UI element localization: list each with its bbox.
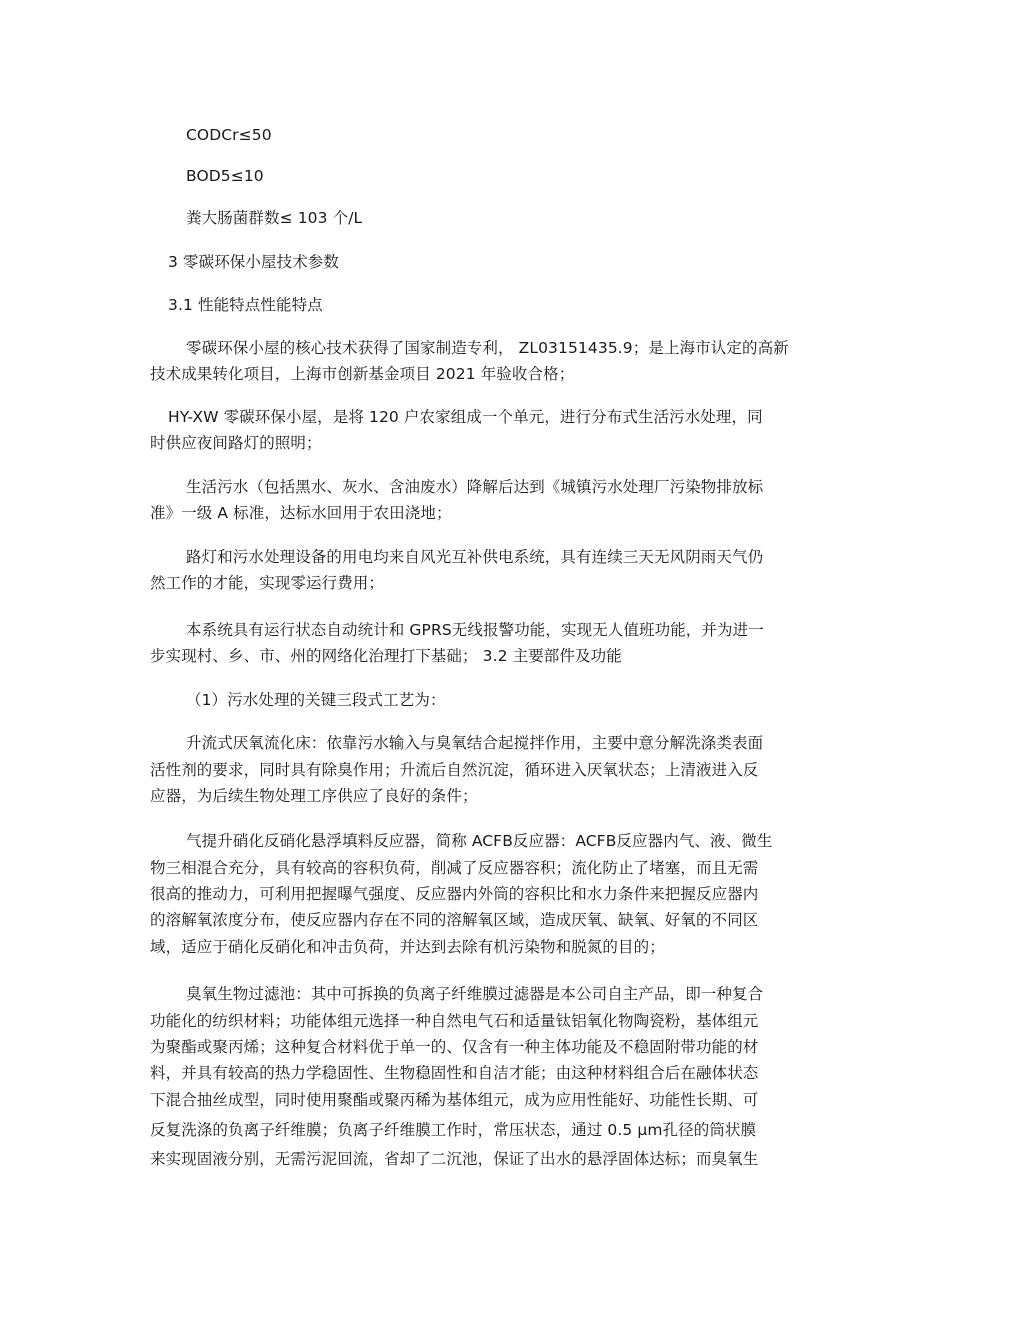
text-line: 然工作的才能，实现零运行费用；	[150, 574, 385, 592]
text-line: 功能化的纺织材料；功能体组元选择一种自然电气石和适量钛铝氧化物陶瓷粉，基体组元	[150, 1012, 759, 1030]
text-line: CODCr≤50	[186, 126, 272, 144]
text-line: 时供应夜间路灯的照明；	[150, 434, 322, 452]
text-line: （1）污水处理的关键三段式工艺为：	[186, 691, 446, 709]
text-line: 气提升硝化反硝化悬浮填料反应器，简称 ACFB反应器：ACFB反应器内气、液、微生	[186, 832, 773, 850]
text-line: 为聚酯或聚丙烯；这种复合材料优于单一的、仅含有一种主体功能及不稳固附带功能的材	[150, 1038, 759, 1056]
text-line: 升流式厌氧流化床：依靠污水输入与臭氧结合起搅拌作用，主要中意分解洗涤类表面	[186, 734, 764, 752]
text-line: 的溶解氧浓度分布，使反应器内存在不同的溶解氧区域，造成厌氧、缺氧、好氧的不同区	[150, 911, 759, 929]
text-line: 生活污水（包括黑水、灰水、含油废水）降解后达到《城镇污水处理厂污染物排放标	[186, 478, 764, 496]
text-line: 步实现村、乡、市、州的网络化治理打下基础； 3.2 主要部件及功能	[150, 647, 622, 665]
text-line: 很高的推动力，可利用把握曝气强度、反应器内外筒的容积比和水力条件来把握反应器内	[150, 885, 759, 903]
text-line: 技术成果转化项目，上海市创新基金项目 2021 年验收合格；	[150, 365, 575, 383]
section-heading: 3 零碳环保小屋技术参数	[168, 253, 339, 271]
text-line: 域，适应于硝化反硝化和冲击负荷，并达到去除有机污染物和脱氮的目的；	[150, 938, 665, 956]
text-line: HY-XW 零碳环保小屋，是将 120 户农家组成一个单元，进行分布式生活污水处理，同	[168, 408, 763, 426]
text-line: 反复洗涤的负离子纤维膜；负离子纤维膜工作时，常压状态，通过 0.5 μm孔径的筒状膜	[150, 1121, 757, 1139]
text-line: 应器，为后续生物处理工序供应了良好的条件；	[150, 787, 478, 805]
text-line: 来实现固液分别，无需污泥回流，省却了二沉池，保证了出水的悬浮固体达标；而臭氧生	[150, 1150, 759, 1168]
text-line: 粪大肠菌群数≤ 103 个/L	[186, 209, 363, 227]
text-line: 物三相混合充分，具有较高的容积负荷，削减了反应器容积；流化防止了堵塞，而且无需	[150, 859, 759, 877]
text-line: 本系统具有运行状态自动统计和 GPRS无线报警功能，实现无人值班功能，并为进一	[186, 621, 764, 639]
text-line: 路灯和污水处理设备的用电均来自风光互补供电系统，具有连续三天无风阴雨天气仍	[186, 548, 764, 566]
text-line: 料，并具有较高的热力学稳固性、生物稳固性和自洁才能；由这种材料组合后在融体状态	[150, 1064, 759, 1082]
text-line: 零碳环保小屋的核心技术获得了国家制造专利， ZL03151435.9；是上海市认定的高新	[186, 339, 789, 357]
text-line: 臭氧生物过滤池：其中可拆换的负离子纤维膜过滤器是本公司自主产品，即一种复合	[186, 985, 764, 1003]
text-line: 下混合抽丝成型，同时使用聚酯或聚丙稀为基体组元，成为应用性能好、功能性长期、可	[150, 1091, 759, 1109]
text-line: 准》一级 A 标准，达标水回用于农田浇地；	[150, 504, 452, 522]
text-line: BOD5≤10	[186, 167, 264, 185]
text-line: 活性剂的要求，同时具有除臭作用；升流后自然沉淀，循环进入厌氧状态；上清液进入反	[150, 761, 759, 779]
subsection-heading: 3.1 性能特点性能特点	[168, 296, 323, 314]
